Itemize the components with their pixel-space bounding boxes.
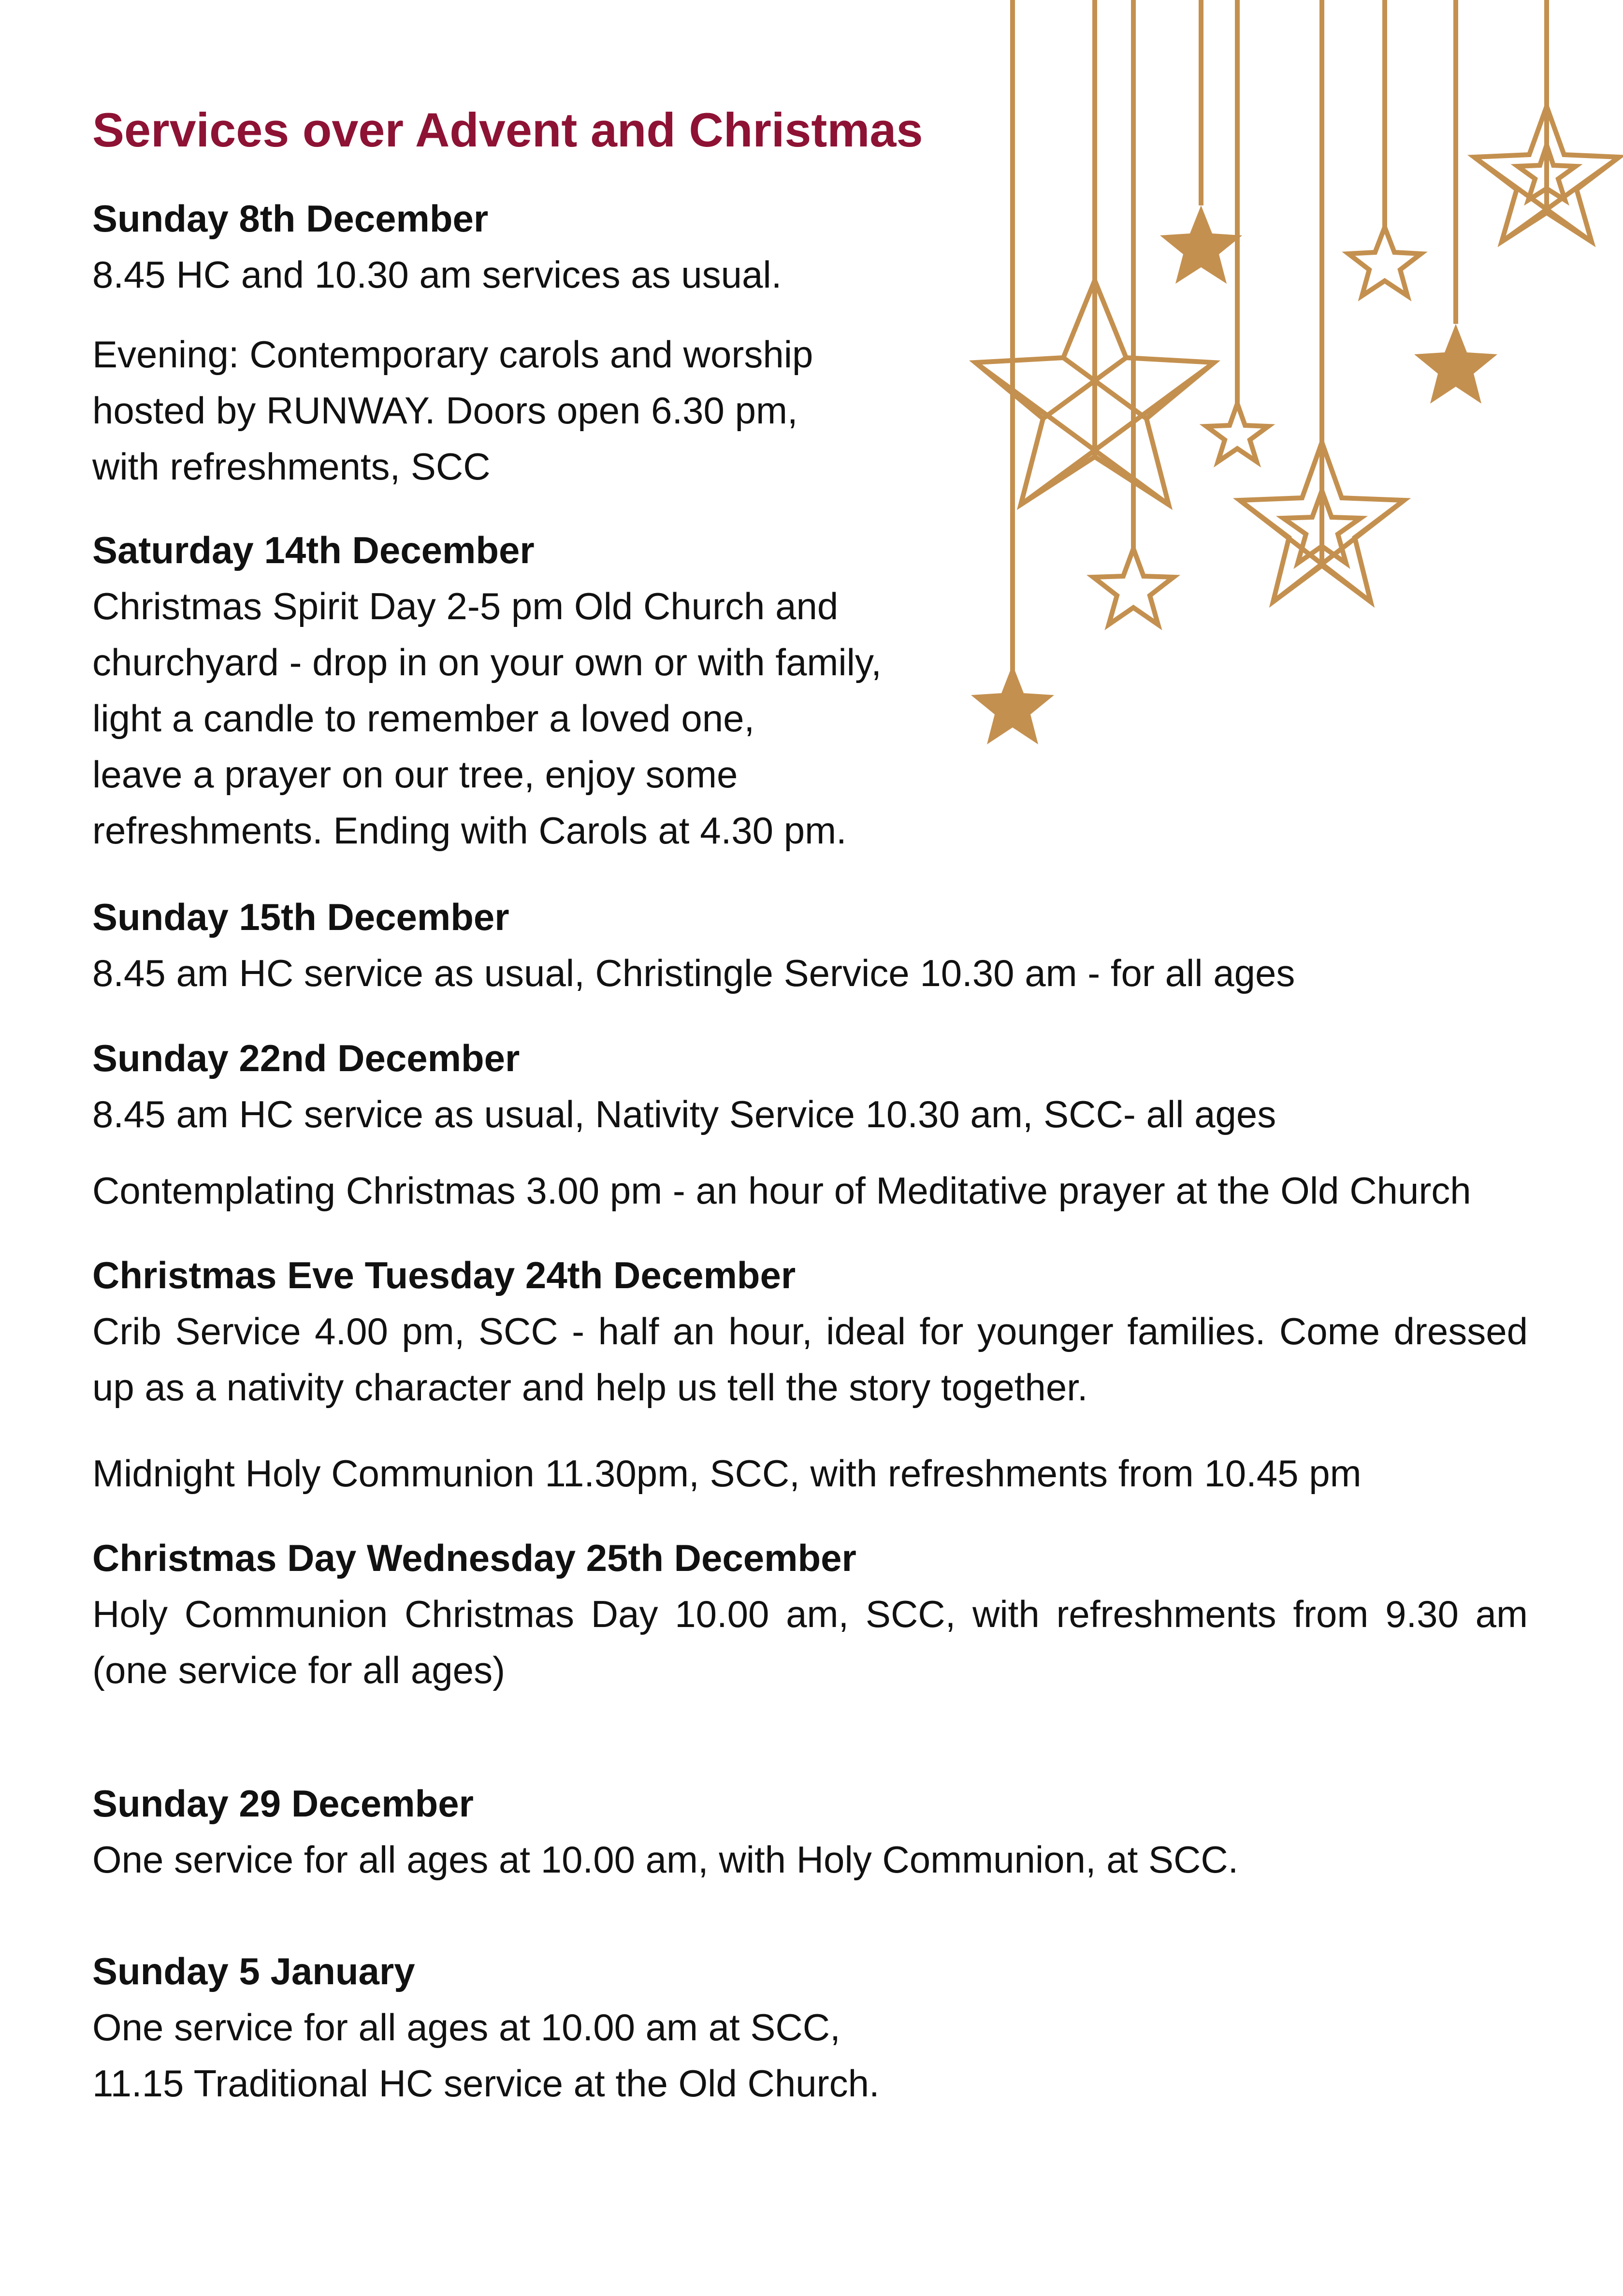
- text-line: One service for all ages at 10.00 am at SCC,: [92, 2006, 840, 2049]
- service-paragraph: [92, 1086, 1528, 1142]
- service-paragraph: [92, 1445, 1528, 1501]
- text-line: light a candle to remember a loved one,: [92, 697, 755, 740]
- section-heading: Sunday 8th December: [92, 197, 489, 240]
- service-section: [92, 1530, 1528, 1698]
- section-heading: Christmas Eve Tuesday 24th December: [92, 1254, 796, 1296]
- section-heading: Saturday 14th December: [92, 529, 535, 571]
- service-section: [92, 522, 1528, 858]
- service-section: [92, 1775, 1528, 1888]
- section-heading: Christmas Day Wednesday 25th December: [92, 1537, 856, 1579]
- section-heading: Sunday 5 January: [92, 1950, 415, 1992]
- text-line: 8.45 HC and 10.30 am services as usual.: [92, 253, 782, 296]
- service-paragraph: [92, 578, 1528, 858]
- page-title: Services over Advent and Christmas: [92, 103, 923, 157]
- text-line: Christmas Spirit Day 2-5 pm Old Church and: [92, 585, 839, 627]
- text-line: Midnight Holy Communion 11.30pm, SCC, with refreshments from 10.45 pm: [92, 1452, 1362, 1495]
- text-line: hosted by RUNWAY. Doors open 6.30 pm,: [92, 389, 798, 432]
- text-line: refreshments. Ending with Carols at 4.30 pm.: [92, 809, 847, 852]
- service-paragraph: Holy Communion Christmas Day 10.00 am, SCC, with refreshments from 9.30 am (one service for all ages): [92, 1593, 1528, 1691]
- service-paragraph: [92, 326, 1528, 494]
- service-section: [92, 190, 1528, 494]
- service-section: [92, 1247, 1528, 1501]
- service-section: [92, 1030, 1528, 1219]
- text-line: Evening: Contemporary carols and worship: [92, 333, 813, 376]
- text-line: 11.15 Traditional HC service at the Old Church.: [92, 2062, 880, 2105]
- service-section: [92, 1943, 1528, 2111]
- service-paragraph: [92, 1831, 1528, 1888]
- service-paragraph: [92, 247, 1528, 303]
- service-paragraph: Crib Service 4.00 pm, SCC - half an hour, ideal for younger families. Come dressed up as a nativity character and help us tell the story together.: [92, 1310, 1528, 1409]
- service-paragraph: [92, 945, 1528, 1001]
- section-heading: Sunday 29 December: [92, 1782, 474, 1825]
- text-line: One service for all ages at 10.00 am, with Holy Communion, at SCC.: [92, 1838, 1239, 1881]
- text-line: leave a prayer on our tree, enjoy some: [92, 753, 738, 796]
- text-line: churchyard - drop in on your own or with family,: [92, 641, 882, 683]
- text-line: with refreshments, SCC: [92, 445, 491, 488]
- service-section: [92, 889, 1528, 1001]
- service-paragraph: Contemplating Christmas 3.00 pm - an hour of Meditative prayer at the Old Church: [92, 1169, 1471, 1212]
- text-line: 8.45 am HC service as usual, Nativity Service 10.30 am, SCC- all ages: [92, 1093, 1276, 1135]
- section-heading: Sunday 22nd December: [92, 1037, 520, 1079]
- services-content: [92, 102, 1528, 2111]
- text-line: 8.45 am HC service as usual, Christingle Service 10.30 am - for all ages: [92, 952, 1295, 994]
- service-paragraph: [92, 1999, 1528, 2111]
- section-heading: Sunday 15th December: [92, 896, 509, 938]
